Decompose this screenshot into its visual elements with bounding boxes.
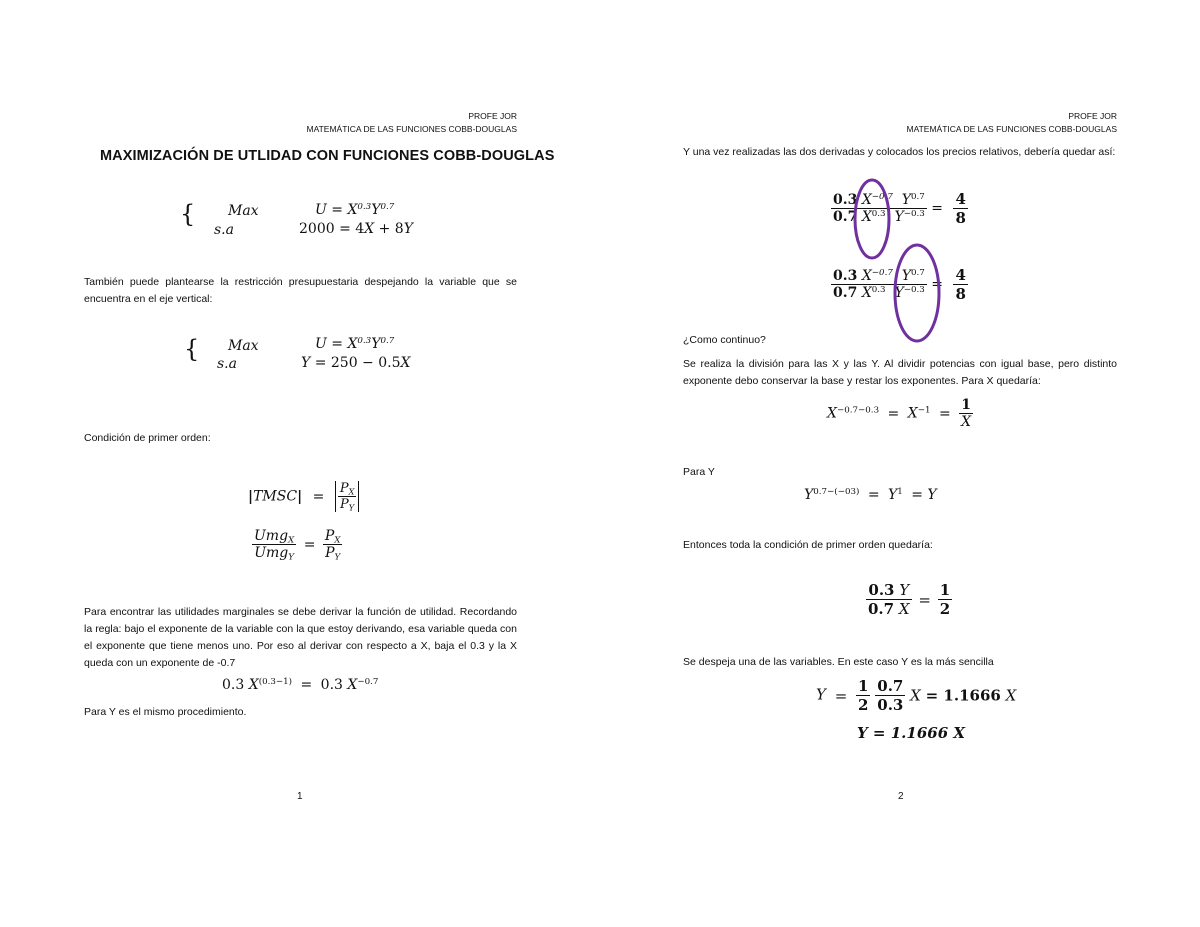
- page-2-header: [907, 110, 1118, 136]
- tmsc-equation: |TMSC| = $\frac{P_X}{P_Y}$: [248, 481, 359, 512]
- sa-label: s.a: [217, 356, 237, 372]
- page-title: MAXIMIZACIÓN DE UTLIDAD CON FUNCIONES COBB-DOUGLAS: [100, 148, 555, 164]
- header-author: PROFE JOR: [468, 111, 517, 121]
- marginal-utility-equation: $\frac{Umg_X}{Umg_Y}$ = $\frac{P_X}{P_Y}$: [254, 528, 341, 563]
- left-brace: {: [180, 200, 196, 228]
- header-subject: MATEMÁTICA DE LAS FUNCIONES COBB-DOUGLAS: [906, 124, 1117, 134]
- annotation-ovals: [840, 170, 960, 350]
- vertical-constraint: Y = 250 − 0.5X: [301, 355, 411, 371]
- paragraph-derivative-2: la regla: bajo el exponente de la variable con la que estoy derivando, esa variable queda con: [84, 623, 517, 635]
- page-number: 2: [898, 791, 904, 802]
- header-subject: MATEMÁTICA DE LAS FUNCIONES COBB-DOUGLAS: [306, 124, 517, 134]
- x-exponent-equation: $X^{-0.7-0.3} = X^{-1}$ = $\frac{1}{X}$: [827, 397, 972, 430]
- intro-text: Y una vez realizadas las dos derivadas y colocados los precios relativos, debería quedar así:: [683, 146, 1116, 158]
- budget-constraint: 2000 = 4X + 8Y: [299, 221, 413, 237]
- header-author: PROFE JOR: [1068, 111, 1117, 121]
- paragraph-division-2: exponente debo conservar la base y restar los exponentes. Para X quedaría:: [683, 375, 1041, 387]
- utility-function: $U = X^{0.3}Y^{0.7}$: [315, 336, 395, 352]
- utility-function: $U = X^{0.3}Y^{0.7}$: [315, 202, 395, 218]
- max-label: Max: [228, 203, 259, 219]
- final-foc-equation: $\frac{0.3 Y}{0.7 X}$ = $\frac{1}{2}$: [868, 581, 951, 618]
- left-brace: {: [184, 335, 200, 363]
- paragraph-derivative-3: el exponente que tiene menos uno. Por eso al derivar con respecto a X, baja el 0.3 y la X: [84, 640, 517, 652]
- solve-equation: Y = $\frac{1}{2}$ $\frac{0.7}{0.3}$ X = 1.1666 X: [816, 677, 1017, 714]
- foc-label: Condición de primer orden:: [84, 432, 211, 444]
- relative-price-equation-b: $\frac{0.3 X^{-0.7} Y^{0.7}}{0.7 X^{0.3} Y^{-0.3}}$ = $\frac{4}{8}$: [833, 266, 966, 303]
- sa-label: s.a: [214, 222, 234, 238]
- result-equation: Y = 1.1666 X: [857, 724, 965, 742]
- page-1-header: [307, 110, 518, 136]
- derivative-equation: 0.3 $X^{(0.3-1)} = 0.3$ $X^{-0.7}$: [222, 677, 379, 693]
- max-label: Max: [228, 338, 259, 354]
- paragraph-derivative-4: queda con un exponente de -0.7: [84, 657, 236, 669]
- question-text: ¿Como continuo?: [683, 334, 766, 346]
- x-exponents-oval: [855, 180, 889, 258]
- relative-price-equation-a: $\frac{0.3 X^{-0.7} Y^{0.7}}{0.7 X^{0.3} Y^{-0.3}}$ = $\frac{4}{8}$: [833, 190, 966, 227]
- page-number: 1: [297, 791, 303, 802]
- paragraph-derivative-1: Para encontrar las utilidades marginales se debe derivar la función de utilidad. Recordando: [84, 606, 517, 618]
- paragraph-budget-2: encuentra en el eje vertical:: [84, 293, 213, 305]
- paragraph-division-1: Se realiza la división para las X y las Y. Al dividir potencias con igual base, pero distinto: [683, 358, 1117, 370]
- paragraph-budget: También puede plantearse la restricción presupuestaria despejando la variable que se: [84, 276, 517, 288]
- para-y-label: Para Y: [683, 466, 715, 478]
- paragraph-y-procedure: Para Y es el mismo procedimiento.: [84, 706, 247, 718]
- despeja-text: Se despeja una de las variables. En este caso Y es la más sencilla: [683, 656, 994, 668]
- y-exponents-oval: [895, 245, 939, 341]
- foc-text: Entonces toda la condición de primer orden quedaría:: [683, 539, 933, 551]
- y-exponent-equation: $Y^{0.7-(-03)} = Y^1 = Y$: [804, 487, 937, 503]
